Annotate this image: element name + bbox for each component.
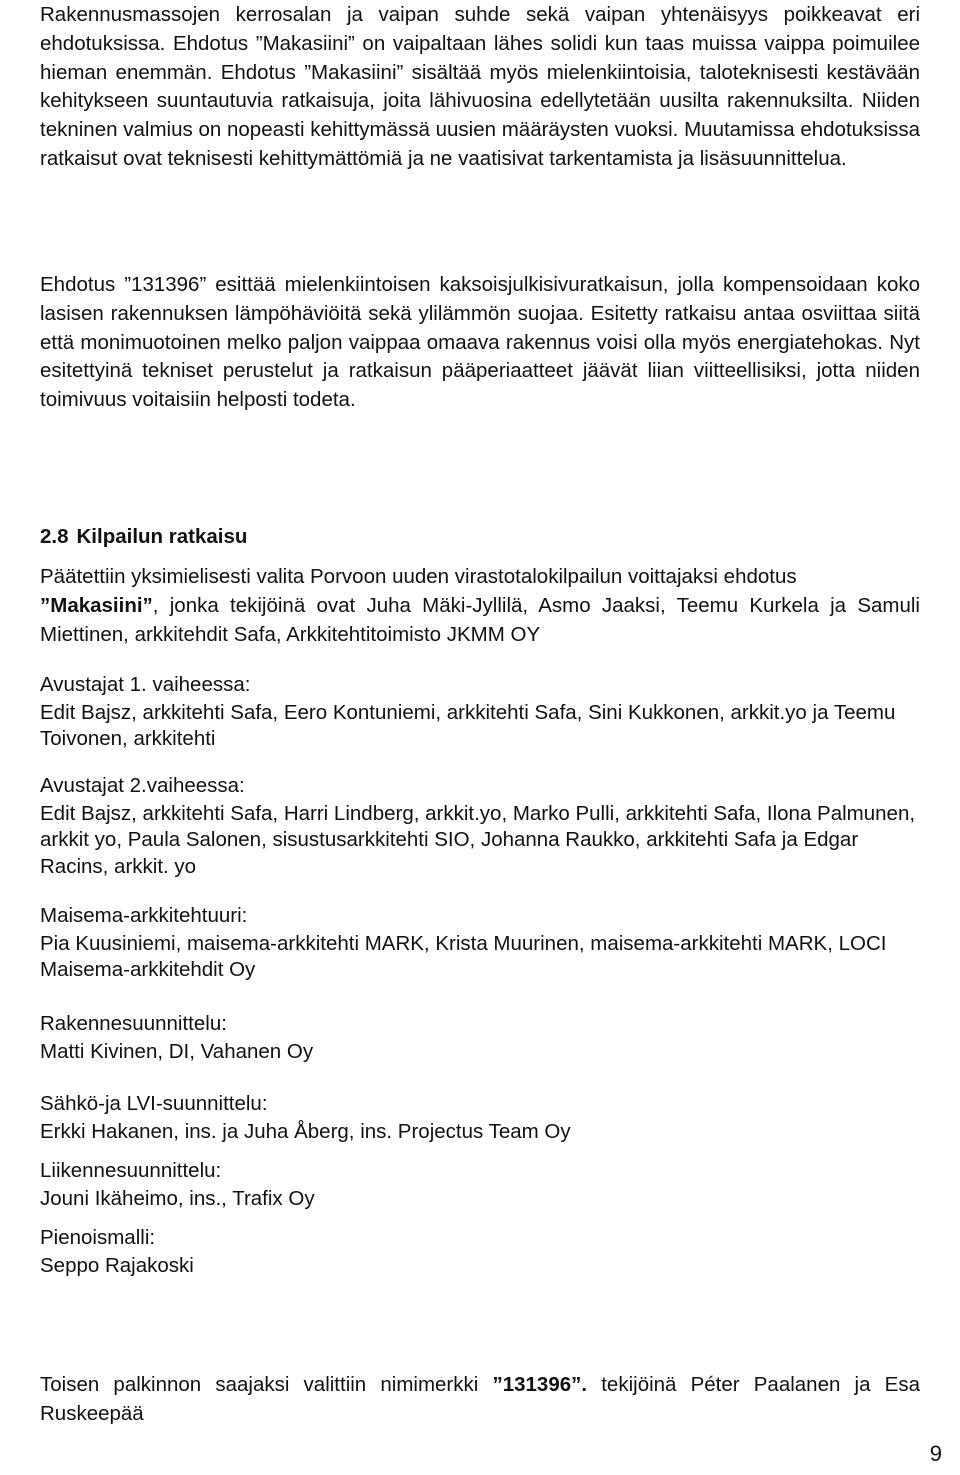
- credit-text: Erkki Hakanen, ins. ja Juha Åberg, ins. Projectus Team Oy: [40, 1119, 571, 1143]
- second-prize-authors: tekijöinä Péter Paalanen ja Esa Ruskeepää: [40, 1373, 920, 1425]
- credit-text: Seppo Rajakoski: [40, 1253, 194, 1277]
- credit-label: Liikennesuunnittelu:: [40, 1159, 222, 1182]
- credit-block-electrical-hvac: [40, 1090, 920, 1145]
- credit-label: Pienoismalli:: [40, 1226, 156, 1249]
- credit-block-structural: [40, 1010, 920, 1065]
- winner-intro: Päätettiin yksimielisesti valita Porvoon uuden virastotalokilpailun voittajaksi ehdotus: [40, 565, 797, 588]
- section-title: Kilpailun ratkaisu: [76, 525, 248, 548]
- second-prize-intro: Toisen palkinnon saajaksi valittiin nimimerkki: [40, 1373, 479, 1396]
- credit-text: Edit Bajsz, arkkitehti Safa, Eero Kontuniemi, arkkitehti Safa, Sini Kukkonen, arkkit.yo ja Teemu Toivonen, arkkitehti: [40, 700, 896, 751]
- credit-label: Sähkö-ja LVI-suunnittelu:: [40, 1092, 268, 1115]
- credit-text: Edit Bajsz, arkkitehti Safa, Harri Lindberg, arkkit.yo, Marko Pulli, arkkitehti Safa, Ilona Palmunen, arkkit yo, Paula Salonen, sisustusarkkitehti SIO, Johanna Raukko, arkkitehti Safa ja Edgar Racins, arkkit. yo: [40, 801, 916, 878]
- second-prize-paragraph: [40, 1371, 920, 1429]
- page-number: 9: [929, 1441, 942, 1466]
- paragraph-double-facade: Ehdotus ”131396” esittää mielenkiintoisen kaksoisjulkisivuratkaisun, jolla kompensoidaan koko lasisen rakennuksen lämpöhäviöitä sekä ylilämmön suojaa. Esitetty ratkaisu antaa osviittaa siitä että monimuotoinen melko paljon vaippaa omaava rakennus voisi olla myös energiatehokas. Nyt esitettyinä tekniset perustelut ja ratkaisun pääperiaatteet jäävät liian viitteellisiksi, jotta niiden toimivuus voitaisiin helposti todeta.: [40, 273, 920, 412]
- credit-block-landscape: [40, 902, 920, 984]
- credit-label: Rakennesuunnittelu:: [40, 1012, 227, 1035]
- section-number: 2.8: [40, 525, 69, 548]
- credit-text: Matti Kivinen, DI, Vahanen Oy: [40, 1039, 314, 1063]
- paragraph-envelope: Rakennusmassojen kerrosalan ja vaipan suhde sekä vaipan yhtenäisyys poikkeavat eri ehdotuksissa. Ehdotus ”Makasiini” on vaipaltaan lähes solidi kun taas muissa vaippa poimuilee hieman enemmän. Ehdotus ”Makasiini” sisältää myös mielenkiintoisia, taloteknisesti kestävään kehitykseen suuntautuvia ratkaisuja, joita lähivuosina edellytetään uusilta rakennuksilta. Niiden tekninen valmius on nopeasti kehittymässä uusien määräysten vuoksi. Muutamissa ehdotuksissa ratkaisut ovat teknisesti kehittymättömiä ja ne vaatisivat tarkentamista ja lisäsuunnittelua.: [40, 3, 920, 170]
- winner-name: ”Makasiini”: [40, 593, 153, 617]
- credit-block-assistants-1: [40, 671, 920, 753]
- credit-block-assistants-2: [40, 772, 920, 880]
- credit-text: Pia Kuusiniemi, maisema-arkkitehti MARK, Krista Muurinen, maisema-arkkitehti MARK, LOCI Maisema-arkkitehdit Oy: [40, 931, 887, 982]
- section-heading: [40, 523, 247, 551]
- winner-authors: , jonka tekijöinä ovat Juha Mäki-Jyllilä, Asmo Jaaksi, Teemu Kurkela ja Samuli Miettinen, arkkitehdit Safa, Arkkitehtitoimisto JKMM OY: [40, 593, 920, 646]
- credit-label: Avustajat 1. vaiheessa:: [40, 673, 251, 696]
- credit-block-model: [40, 1224, 920, 1279]
- credit-label: Avustajat 2.vaiheessa:: [40, 774, 245, 797]
- credit-text: Jouni Ikäheimo, ins., Trafix Oy: [40, 1186, 315, 1210]
- second-prize-name: ”131396”.: [492, 1373, 588, 1396]
- winner-paragraph: [40, 563, 920, 649]
- credit-block-traffic: [40, 1157, 920, 1212]
- credit-label: Maisema-arkkitehtuuri:: [40, 904, 248, 927]
